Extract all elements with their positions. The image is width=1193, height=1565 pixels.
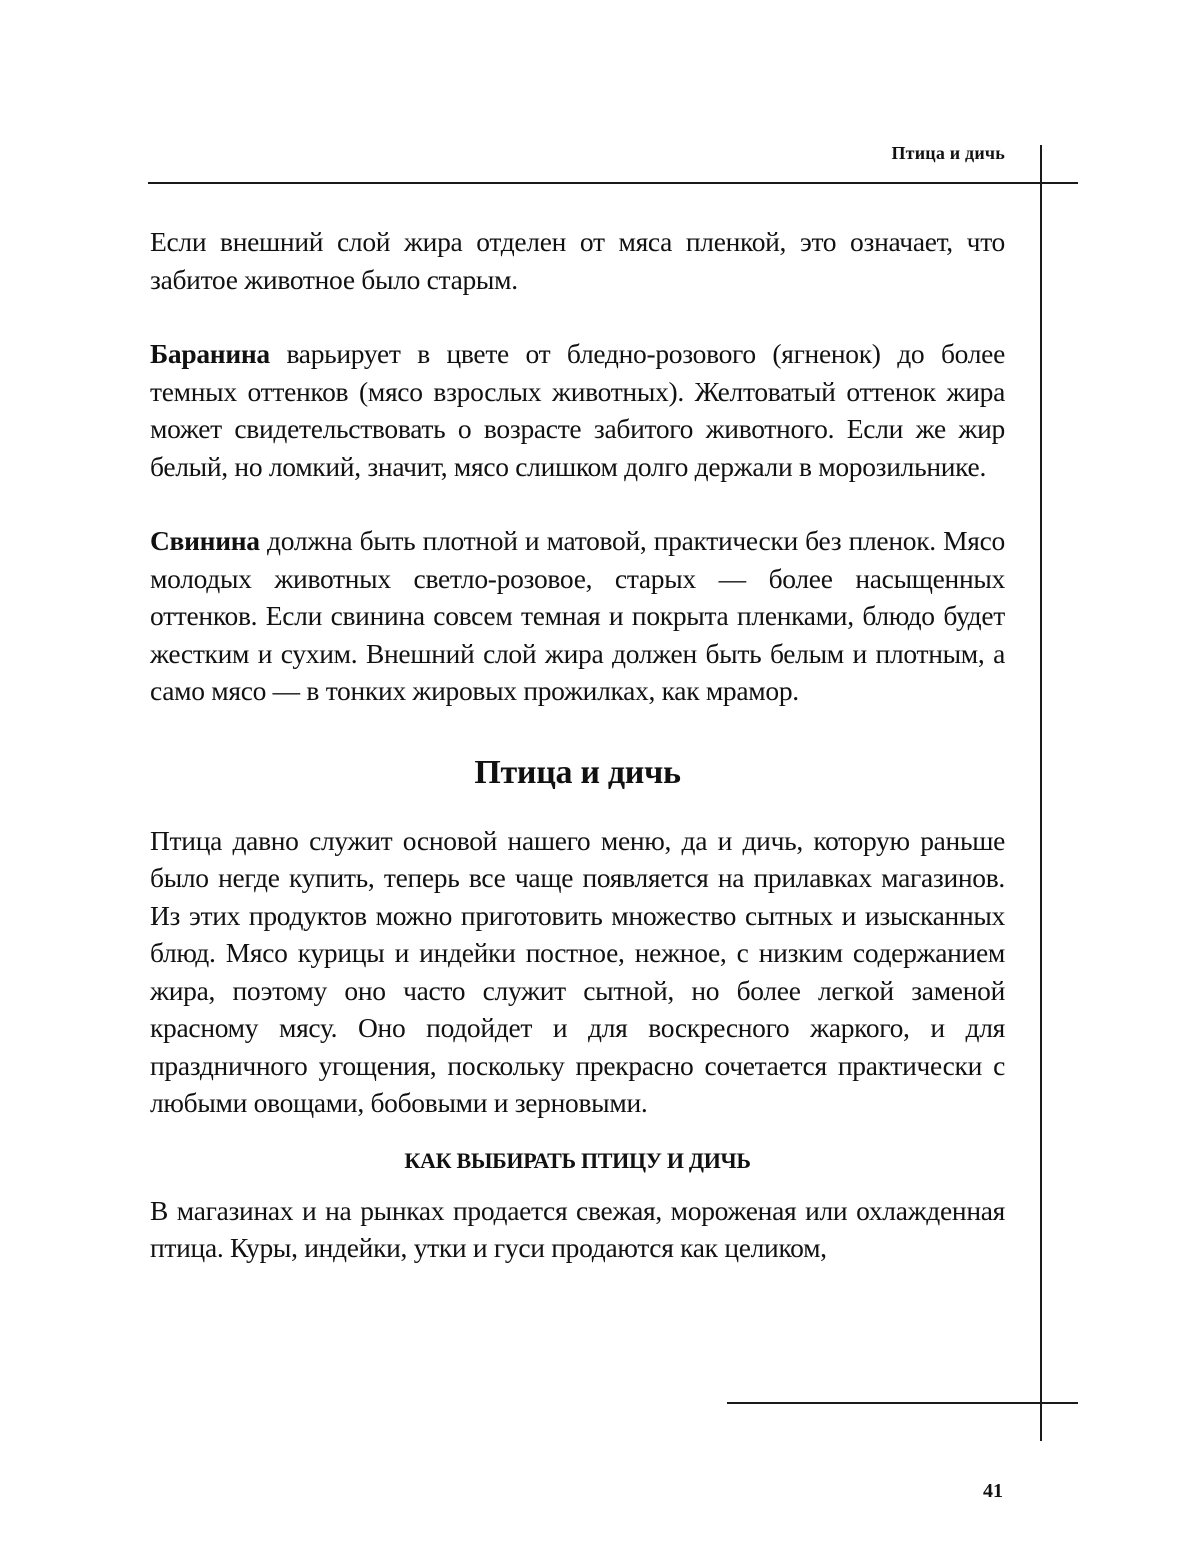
- margin-rule: [1040, 145, 1042, 1441]
- paragraph-fat-layer: Если внешний слой жира отделен от мяса пленкой, это означает, что забитое животное было старым.: [150, 226, 1005, 295]
- header-rule: [148, 182, 1078, 184]
- subsection-title: КАК ВЫБИРАТЬ ПТИЦУ И ДИЧЬ: [404, 1147, 751, 1173]
- term-lamb: Баранина: [150, 338, 270, 369]
- term-pork: Свинина: [150, 525, 260, 556]
- paragraph-buying-poultry: В магазинах и на рынках продается свежая, мороженая или охлажденная птица. Куры, индейки, утки и гуси продаются как целиком,: [150, 1194, 1005, 1263]
- paragraph-poultry-intro: Птица давно служит основой нашего меню, да и дичь, которую раньше было негде купить, теперь все чаще появляется на прилавках магазинов. Из этих продуктов можно приготовить множество сытных и изысканных блюд. Мясо курицы и индейки постное, нежное, с низким содержанием жира, поэтому оно часто служит сытной, но более легкой заменой красному мясу. Оно подойдет и для воскресного жаркого, и для праздничного угощения, поскольку прекрасно сочетается практически с любыми овощами, бобовыми и зерновыми.: [150, 824, 1005, 1118]
- page-body: [150, 223, 1005, 1267]
- paragraph-pork-text: должна быть плотной и матовой, практически без пленок. Мясо молодых животных светло-розовое, старых — более насыщенных оттенков. Если свинина совсем темная и покрыта пленками, блюдо будет жестким и сухим. Внешний слой жира должен быть белым и плотным, а само мясо — в тонких жировых прожилках, как мрамор.: [150, 525, 1005, 706]
- section-title: Птица и дичь: [474, 753, 681, 791]
- footer-rule: [727, 1402, 1078, 1404]
- paragraph-pork: [150, 522, 1005, 710]
- page-number: 41: [983, 1480, 1003, 1502]
- paragraph-lamb: [150, 335, 1005, 485]
- running-head: Птица и дичь: [891, 143, 1005, 163]
- paragraph-lamb-text: варьирует в цвете от бледно-розового (ягненок) до более темных оттенков (мясо взрослых животных). Желтоватый оттенок жира может свидетельствовать о возрасте забитого животного. Если же жир белый, но ломкий, значит, мясо слишком долго держали в морозильнике.: [150, 338, 1005, 482]
